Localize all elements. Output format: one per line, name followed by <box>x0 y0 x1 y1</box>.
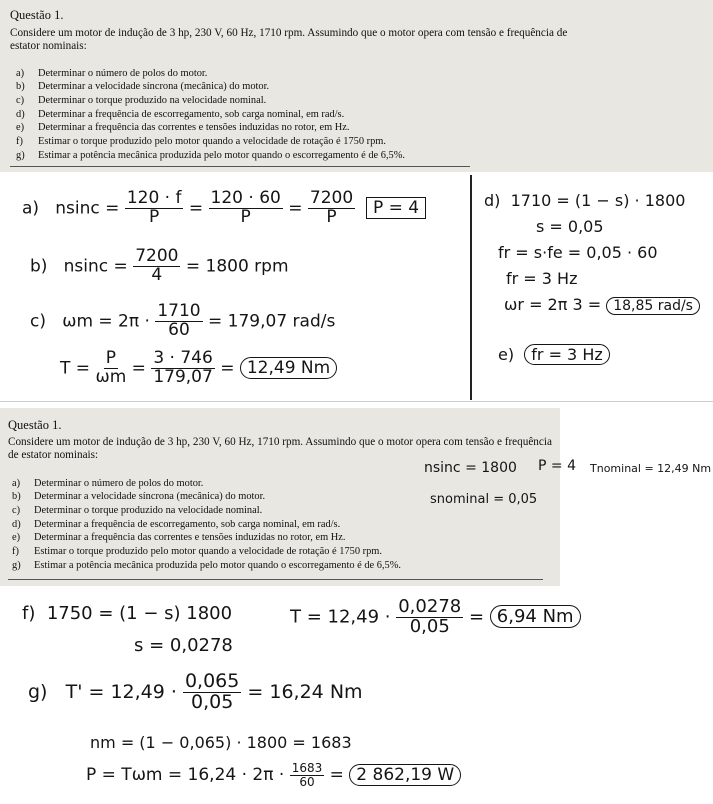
question-item: g) Estimar a potência mecânica produzida pelo motor quando o escorregamento é de 6,5%. <box>12 560 401 571</box>
answer-e: e) fr = 3 Hz <box>498 345 610 364</box>
question-item: b) Determinar a velocidade síncrona (mecânica) do motor. <box>12 491 266 502</box>
answer-d: d) 1710 = (1 − s) · 1800 s = 0,05 fr = s·fe = 0,05 · 60 fr = 3 Hz ωr = 2π 3 = 18,85 rad/s <box>484 188 700 319</box>
divider <box>470 175 472 400</box>
question-intro: Considere um motor de indução de 3 hp, 230 V, 60 Hz, 1710 rpm. Assumindo que o motor opera com tensão e frequência de estator nominais: <box>8 436 552 461</box>
question-item: g) Estimar a potência mecânica produzida pelo motor quando o escorregamento é de 6,5%. <box>16 150 405 161</box>
note-nsinc: nsinc = 1800 <box>424 460 517 476</box>
question-item: d) Determinar a frequência de escorregamento, sob carga nominal, em rad/s. <box>16 109 345 120</box>
note-snominal: snominal = 0,05 <box>430 492 538 507</box>
answer-g-torque: g) T' = 12,49 · $\frac{0,065}{0,05}$ = 16,24 Nm <box>28 670 363 713</box>
answer-a: a) nsinc = $\frac{120 \cdot f}{P}$ = $\frac{120 \cdot 60}{P}$ = $\frac{7200}{P}$ P = 4 <box>22 190 426 227</box>
note-poles: P = 4 <box>538 458 576 474</box>
question-item: a) Determinar o número de polos do motor. <box>12 478 204 489</box>
circled-result: 6,94 Nm <box>490 605 581 628</box>
divider <box>10 166 470 167</box>
answer-c-torque: T = $\frac{P}{\omega m}$ = $\frac{3 \cdot 746}{179,07}$ = 12,49 Nm <box>60 350 337 387</box>
answer-g-speed: nm = (1 − 0,065) · 1800 = 1683 <box>90 733 352 752</box>
answer-b: b) nsinc = $\frac{7200}{4}$ = 1800 rpm <box>30 246 289 285</box>
answer-g-power: P = Tωm = 16,24 · 2π · $\frac{1683}{60}$ = 2 862,19 W <box>86 762 461 788</box>
printed-question-sheet-1 <box>0 0 713 172</box>
question-item: a) Determinar o número de polos do motor. <box>16 68 208 79</box>
question-item: c) Determinar o torque produzido na velocidade nominal. <box>12 505 263 516</box>
circled-result: 12,49 Nm <box>240 357 337 379</box>
divider <box>0 401 713 402</box>
question-title: Questão 1. <box>8 418 62 432</box>
question-item: c) Determinar o torque produzido na velocidade nominal. <box>16 95 267 106</box>
question-item: e) Determinar a frequência das correntes e tensões induzidas no rotor, em Hz. <box>16 122 350 133</box>
divider <box>8 579 543 580</box>
question-item: f) Estimar o torque produzido pelo motor quando a velocidade de rotação é 1750 rpm. <box>12 546 382 557</box>
question-item: b) Determinar a velocidade síncrona (mecânica) do motor. <box>16 81 270 92</box>
question-title: Questão 1. <box>10 8 64 22</box>
circled-result: 18,85 rad/s <box>606 297 700 315</box>
question-item: e) Determinar a frequência das correntes e tensões induzidas no rotor, em Hz. <box>12 532 346 543</box>
question-item: d) Determinar a frequência de escorregamento, sob carga nominal, em rad/s. <box>12 519 341 530</box>
note-tnominal: Tnominal = 12,49 Nm <box>590 462 712 475</box>
circled-result: 2 862,19 W <box>349 764 461 786</box>
answer-c-omega: c) ωm = 2π · $\frac{1710}{60}$ = 179,07 rad/s <box>30 301 336 340</box>
boxed-result: P = 4 <box>366 197 426 219</box>
circled-result: fr = 3 Hz <box>524 344 609 365</box>
answer-f-torque: T = 12,49 · $\frac{0,0278}{0,05}$ = 6,94 Nm <box>290 598 581 637</box>
question-intro: Considere um motor de indução de 3 hp, 230 V, 60 Hz, 1710 rpm. Assumindo que o motor opera com tensão e frequência de estator nominais: <box>10 27 568 52</box>
question-item: f) Estimar o torque produzido pelo motor quando a velocidade de rotação é 1750 rpm. <box>16 136 386 147</box>
answer-f: f) 1750 = (1 − s) 1800 s = 0,0278 <box>22 603 233 656</box>
